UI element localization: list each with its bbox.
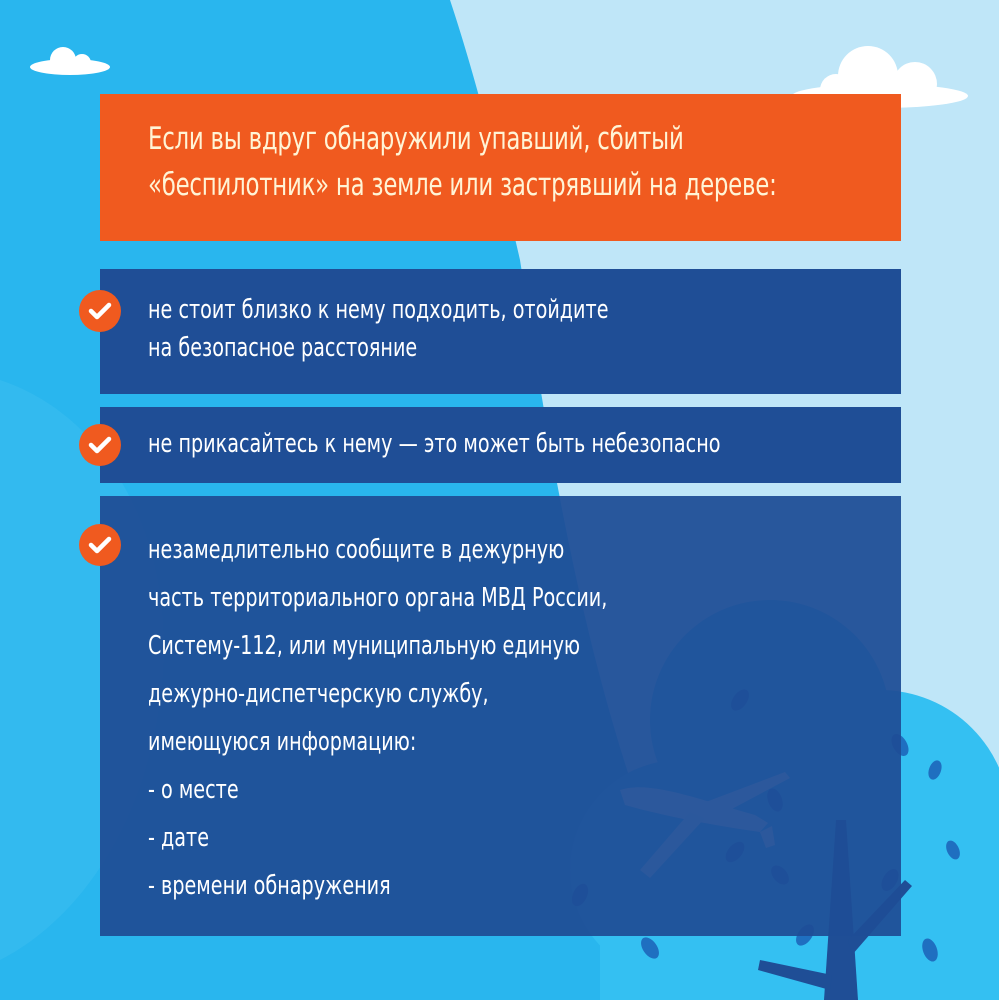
advice-item-3	[100, 496, 901, 936]
advice-line: - дате	[148, 823, 210, 853]
check-icon	[79, 290, 121, 332]
advice-line: имеющуюся информацию:	[148, 727, 417, 757]
advice-text	[148, 424, 720, 464]
check-icon	[79, 524, 121, 566]
advice-text	[148, 291, 608, 367]
advice-line: - времени обнаружения	[148, 871, 391, 901]
advice-line: часть территориального органа МВД России,	[148, 583, 608, 613]
header-banner	[100, 94, 901, 241]
advice-line: не стоит близко к нему подходить, отойдите	[148, 295, 609, 325]
advice-line: Систему-112, или муниципальную единую	[148, 631, 581, 661]
advice-line: незамедлительно сообщите в дежурную	[148, 535, 565, 565]
advice-line: - о месте	[148, 775, 239, 805]
advice-line: дежурно-диспетчерскую службу,	[148, 679, 489, 709]
header-line: Если вы вдруг обнаружили упавший, сбитый	[148, 121, 684, 157]
advice-line: не прикасайтесь к нему — это может быть небезопасно	[148, 429, 721, 459]
advice-line: на безопасное расстояние	[148, 333, 418, 363]
check-icon	[79, 424, 121, 466]
advice-text	[148, 526, 607, 910]
advice-item-1	[100, 269, 901, 394]
advice-item-2	[100, 407, 901, 483]
header-line: «беспилотник» на земле или застрявший на дереве:	[148, 167, 777, 203]
